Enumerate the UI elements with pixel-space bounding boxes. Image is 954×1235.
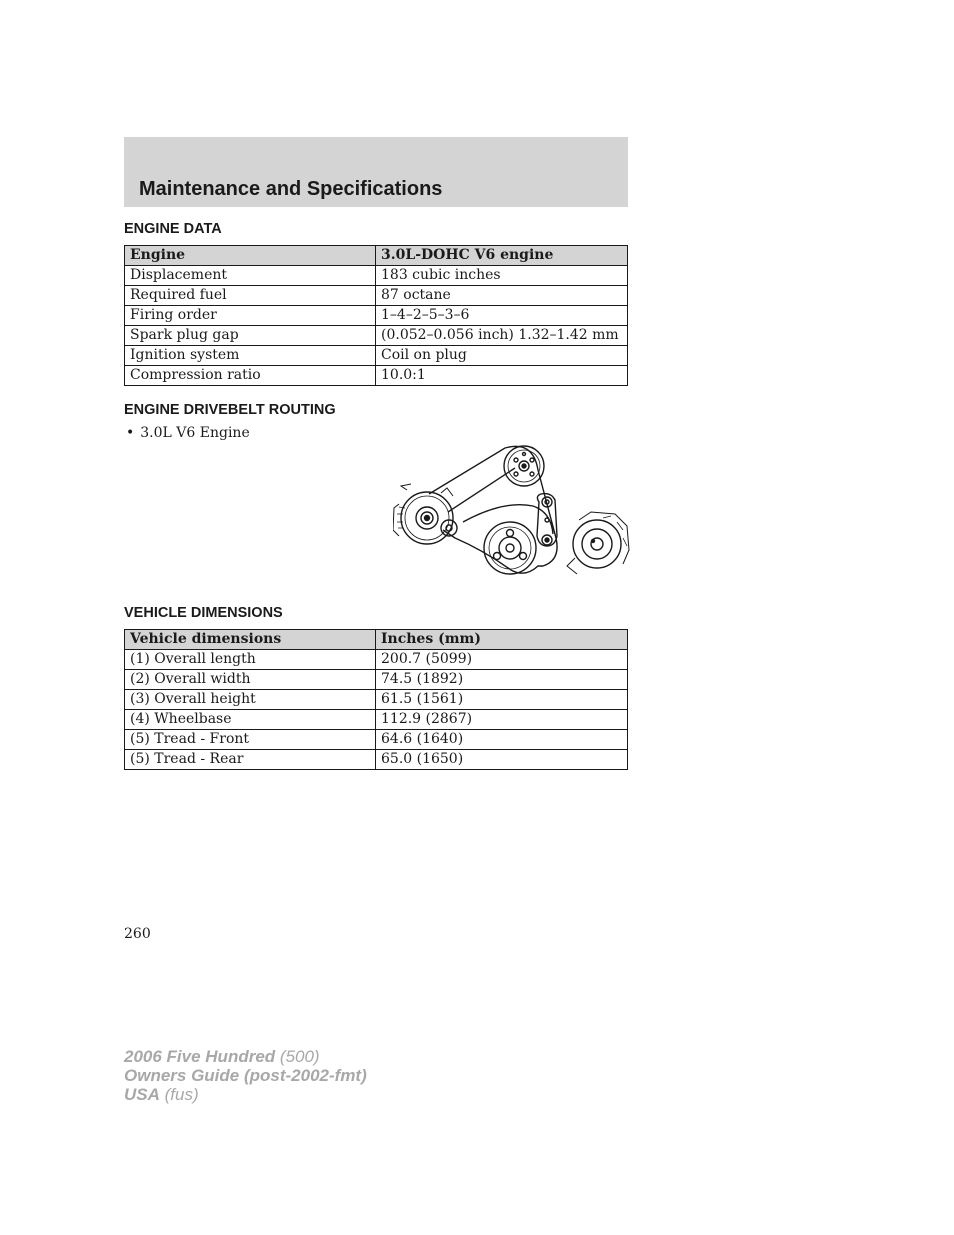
table-header-row	[125, 630, 628, 650]
footer-market-code: (fus)	[164, 1085, 199, 1104]
table-cell: Firing order	[125, 306, 376, 326]
vehicle-dimensions-heading: VEHICLE DIMENSIONS	[124, 605, 283, 621]
column-header: Vehicle dimensions	[125, 630, 376, 650]
ac-compressor	[567, 512, 629, 574]
column-header: Inches (mm)	[376, 630, 628, 650]
footer-model: 2006 Five Hundred	[124, 1047, 276, 1066]
table-cell: 64.6 (1640)	[376, 730, 628, 750]
table-cell: (5) Tread - Rear	[125, 750, 376, 770]
table-row	[125, 730, 628, 750]
page-title: Maintenance and Specifications	[139, 178, 443, 200]
vehicle-dimensions-table	[124, 629, 628, 770]
table-cell: 112.9 (2867)	[376, 710, 628, 730]
table-cell: 183 cubic inches	[376, 266, 628, 286]
bullet-item	[126, 425, 250, 441]
footer-guide: Owners Guide (post-2002-fmt)	[124, 1066, 367, 1085]
table-cell: Spark plug gap	[125, 326, 376, 346]
crankshaft-pulley	[484, 522, 536, 574]
table-row	[125, 286, 628, 306]
document-footer	[124, 1047, 367, 1104]
table-cell: 200.7 (5099)	[376, 650, 628, 670]
table-cell: (0.052–0.056 inch) 1.32–1.42 mm	[376, 326, 628, 346]
table-cell: 10.0:1	[376, 366, 628, 386]
table-row	[125, 346, 628, 366]
table-row	[125, 710, 628, 730]
column-header: 3.0L-DOHC V6 engine	[376, 246, 628, 266]
bullet-icon: •	[126, 425, 135, 441]
table-cell: Required fuel	[125, 286, 376, 306]
table-row	[125, 326, 628, 346]
table-cell: Ignition system	[125, 346, 376, 366]
table-cell: 87 octane	[376, 286, 628, 306]
table-cell: (4) Wheelbase	[125, 710, 376, 730]
table-row	[125, 670, 628, 690]
drivebelt-heading: ENGINE DRIVEBELT ROUTING	[124, 402, 336, 418]
table-cell: (2) Overall width	[125, 670, 376, 690]
engine-data-table	[124, 245, 628, 386]
table-cell: 61.5 (1561)	[376, 690, 628, 710]
table-cell: Displacement	[125, 266, 376, 286]
table-cell: Compression ratio	[125, 366, 376, 386]
bullet-text: 3.0L V6 Engine	[140, 425, 250, 441]
table-row	[125, 366, 628, 386]
table-row	[125, 306, 628, 326]
table-cell: 65.0 (1650)	[376, 750, 628, 770]
table-header-row	[125, 246, 628, 266]
engine-data-heading: ENGINE DATA	[124, 221, 222, 237]
table-cell: Coil on plug	[376, 346, 628, 366]
footer-market: USA	[124, 1085, 160, 1104]
table-cell: (5) Tread - Front	[125, 730, 376, 750]
water-pump-pulley	[504, 446, 544, 486]
footer-model-code: (500)	[279, 1047, 320, 1066]
table-row	[125, 690, 628, 710]
table-row	[125, 266, 628, 286]
table-row	[125, 750, 628, 770]
table-row	[125, 650, 628, 670]
drivebelt-routing-diagram	[393, 438, 631, 580]
table-cell: (1) Overall length	[125, 650, 376, 670]
table-cell: (3) Overall height	[125, 690, 376, 710]
header-band	[124, 137, 628, 207]
page-number: 260	[124, 926, 151, 942]
table-cell: 74.5 (1892)	[376, 670, 628, 690]
column-header: Engine	[125, 246, 376, 266]
table-cell: 1–4–2–5–3–6	[376, 306, 628, 326]
